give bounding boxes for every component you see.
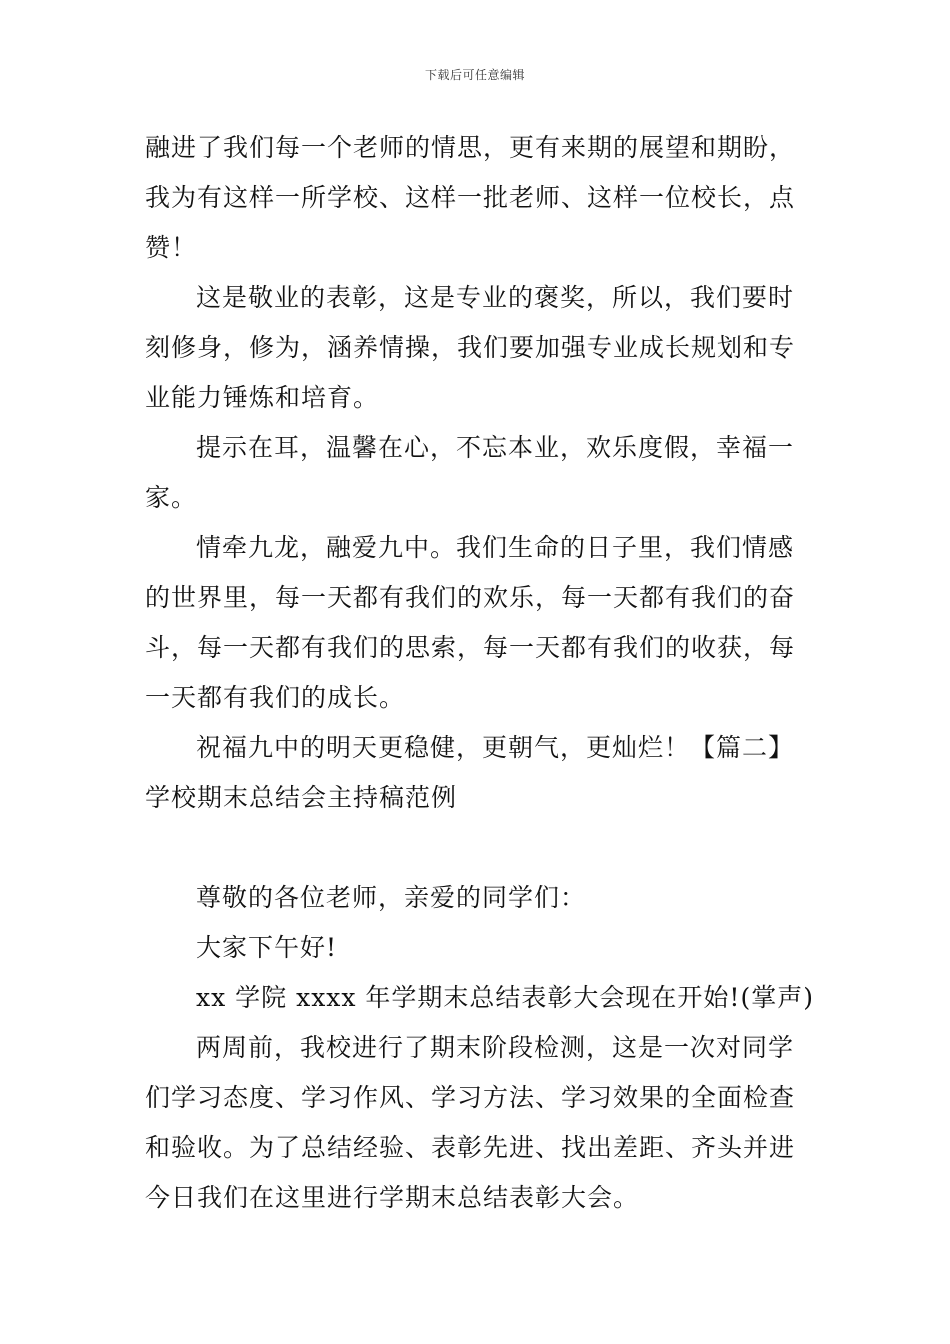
- salutation: 尊敬的各位老师，亲爱的同学们：: [196, 883, 587, 912]
- text-line: 今日我们在这里进行学期末总结表彰大会。: [145, 1183, 640, 1212]
- paragraph-start: 这是敬业的表彰，这是专业的褒奖，所以，我们要时: [196, 283, 795, 312]
- page-header: 下载后可任意编辑: [424, 68, 525, 82]
- text-line: 们学习态度、学习作风、学习方法、学习效果的全面检查: [145, 1083, 796, 1112]
- paragraph-start: xx 学院 xxxx 年学期末总结表彰大会现在开始!(掌声): [196, 983, 814, 1012]
- text-line: 斗，每一天都有我们的思索，每一天都有我们的收获，每: [145, 633, 796, 662]
- text-line: 家。: [145, 483, 198, 512]
- text-line: 和验收。为了总结经验、表彰先进、找出差距、齐头并进: [145, 1133, 796, 1162]
- greeting: 大家下午好!: [196, 933, 338, 962]
- text-line: 赞！: [145, 233, 198, 262]
- paragraph-start: 提示在耳，温馨在心，不忘本业，欢乐度假，幸福一: [196, 433, 795, 462]
- paragraph-start: 祝福九中的明天更稳健，更朝气，更灿烂！【篇二】: [196, 733, 795, 762]
- text-line: 刻修身，修为，涵养情操，我们要加强专业成长规划和专: [145, 333, 796, 362]
- paragraph-start: 两周前，我校进行了期末阶段检测，这是一次对同学: [196, 1033, 795, 1062]
- text-line: 业能力锤炼和培育。: [145, 383, 380, 412]
- text-line: 融进了我们每一个老师的情思，更有来期的展望和期盼，: [145, 133, 796, 162]
- text-line: 我为有这样一所学校、这样一批老师、这样一位校长，点: [145, 183, 796, 212]
- text-line: 一天都有我们的成长。: [145, 683, 406, 712]
- text-line: 的世界里，每一天都有我们的欢乐，每一天都有我们的奋: [145, 583, 796, 612]
- paragraph-start: 情牵九龙，融爱九中。我们生命的日子里，我们情感: [196, 533, 795, 562]
- section-title: 学校期末总结会主持稿范例: [145, 783, 458, 812]
